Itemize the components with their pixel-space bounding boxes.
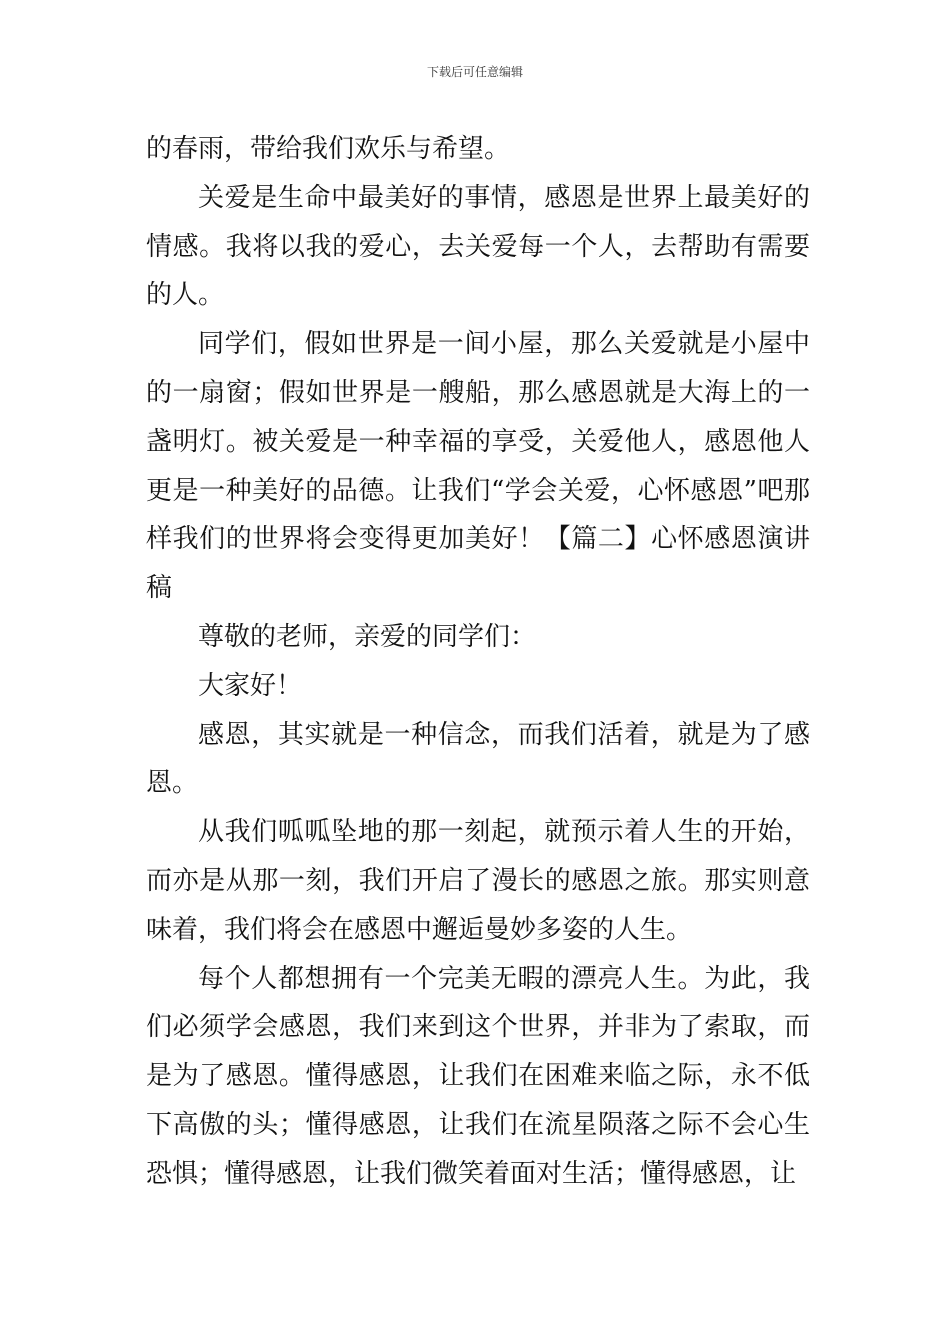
- document-body: [146, 125, 810, 1199]
- paragraph-1: 的春雨，带给我们欢乐与希望。: [146, 134, 511, 164]
- paragraph-2: 关爱是生命中最美好的事情，感恩是世界上最美好的情感。我将以我的爱心，去关爱每一个人，去帮助有需要的人。: [146, 182, 810, 311]
- page-header: 下载后可任意编辑: [426, 65, 523, 79]
- paragraph-4: 尊敬的老师，亲爱的同学们：: [198, 621, 537, 652]
- paragraph-3: 同学们，假如世界是一间小屋，那么关爱就是小屋中的一扇窗；假如世界是一艘船，那么感恩就是大海上的一盏明灯。被关爱是一种幸福的享受，关爱他人，感恩他人更是一种美好的品德。让我们“学会关爱，心怀感恩”吧那样我们的世界将会变得更加美好！【篇二】心怀感恩演讲稿: [146, 329, 810, 604]
- paragraph-7: 从我们呱呱坠地的那一刻起，就预示着人生的开始，而亦是从那一刻，我们开启了漫长的感恩之旅。那实则意味着，我们将会在感恩中邂逅曼妙多姿的人生。: [146, 817, 810, 945]
- paragraph-8: 每个人都想拥有一个完美无暇的漂亮人生。为此，我们必须学会感恩，我们来到这个世界，并非为了索取，而是为了感恩。懂得感恩，让我们在困难来临之际，永不低下高傲的头；懂得感恩，让我们在流星陨落之际不会心生恐惧；懂得感恩，让我们微笑着面对生活；懂得感恩，让: [146, 963, 810, 1189]
- paragraph-6: 感恩，其实就是一种信念，而我们活着，就是为了感恩。: [146, 719, 810, 799]
- paragraph-5: 大家好！: [198, 670, 303, 701]
